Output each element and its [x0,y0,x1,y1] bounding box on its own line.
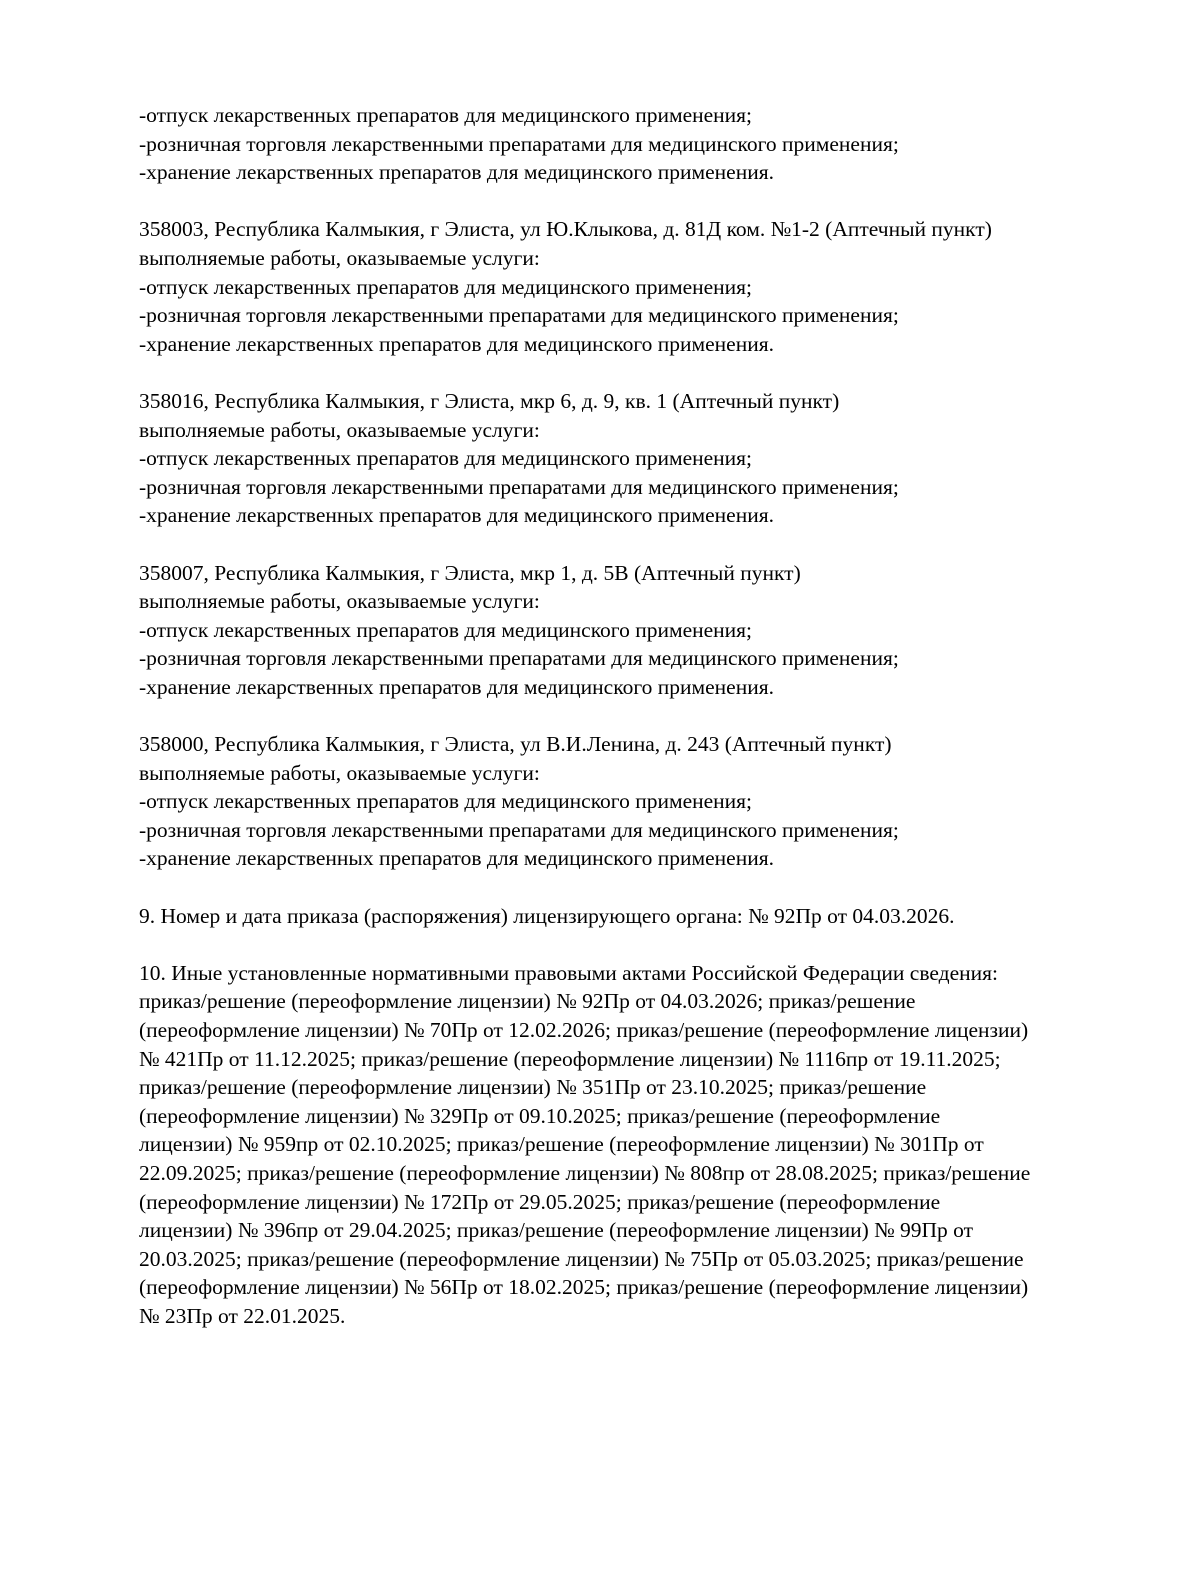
address-line: 358016, Республика Калмыкия, г Элиста, мкр 6, д. 9, кв. 1 (Аптечный пункт) [139,388,840,413]
section-10-line: приказ/решение (переоформление лицензии) № 351Пр от 23.10.2025; приказ/решение [139,1075,927,1100]
section-10-line: лицензии) № 396пр от 29.04.2025; приказ/решение (переоформление лицензии) № 99Пр от [139,1218,974,1243]
works-label: выполняемые работы, оказываемые услуги: [139,760,540,785]
service-line: -хранение лекарственных препаратов для медицинского применения. [139,503,774,528]
address-line: 358003, Республика Калмыкия, г Элиста, ул Ю.Клыкова, д. 81Д ком. №1-2 (Аптечный пункт) [139,217,992,242]
order-number-line: 9. Номер и дата приказа (распоряжения) лицензирующего органа: № 92Пр от 04.03.2026. [139,903,955,928]
section-10-line: 20.03.2025; приказ/решение (переоформление лицензии) № 75Пр от 05.03.2025; приказ/решение [139,1246,1024,1271]
service-line: -отпуск лекарственных препаратов для медицинского применения; [139,274,753,299]
service-line: -хранение лекарственных препаратов для медицинского применения. [139,674,774,699]
section-10-line: 22.09.2025; приказ/решение (переоформление лицензии) № 808пр от 28.08.2025; приказ/решение [139,1160,1031,1185]
address-block [139,559,1129,702]
service-line: -хранение лекарственных препаратов для медицинского применения. [139,846,774,871]
section-10-line: № 23Пр от 22.01.2025. [139,1303,346,1328]
service-line: -розничная торговля лекарственными препаратами для медицинского применения; [139,817,899,842]
service-line: -розничная торговля лекарственными препаратами для медицинского применения; [139,131,899,156]
document-body [139,101,1129,1359]
address-block [139,730,1129,873]
section-10-line: приказ/решение (переоформление лицензии) № 92Пр от 04.03.2026; приказ/решение [139,989,916,1014]
works-label: выполняемые работы, оказываемые услуги: [139,417,540,442]
service-line: -хранение лекарственных препаратов для медицинского применения. [139,331,774,356]
address-line: 358000, Республика Калмыкия, г Элиста, ул В.И.Ленина, д. 243 (Аптечный пункт) [139,732,892,757]
address-block [139,215,1129,358]
service-line: -розничная торговля лекарственными препаратами для медицинского применения; [139,646,899,671]
section-10-line: № 421Пр от 11.12.2025; приказ/решение (переоформление лицензии) № 1116пр от 19.11.2025; [139,1046,1001,1071]
section-10-line: 10. Иные установленные нормативными правовыми актами Российской Федерации сведения: [139,960,998,985]
service-line: -хранение лекарственных препаратов для медицинского применения. [139,160,774,185]
service-line: -отпуск лекарственных препаратов для медицинского применения; [139,446,753,471]
section-10 [139,959,1129,1331]
service-line: -розничная торговля лекарственными препаратами для медицинского применения; [139,474,899,499]
address-line: 358007, Республика Калмыкия, г Элиста, мкр 1, д. 5В (Аптечный пункт) [139,560,801,585]
section-10-line: лицензии) № 959пр от 02.10.2025; приказ/решение (переоформление лицензии) № 301Пр от [139,1132,984,1157]
service-line: -розничная торговля лекарственными препаратами для медицинского применения; [139,303,899,328]
works-label: выполняемые работы, оказываемые услуги: [139,589,540,614]
section-10-line: (переоформление лицензии) № 172Пр от 29.05.2025; приказ/решение (переоформление [139,1189,941,1214]
section-10-line: (переоформление лицензии) № 56Пр от 18.02.2025; приказ/решение (переоформление лицензии) [139,1275,1029,1300]
intro-services-block [139,101,1129,187]
service-line: -отпуск лекарственных препаратов для медицинского применения; [139,617,753,642]
section-10-line: (переоформление лицензии) № 329Пр от 09.10.2025; приказ/решение (переоформление [139,1103,941,1128]
address-block [139,387,1129,530]
section-10-line: (переоформление лицензии) № 70Пр от 12.02.2026; приказ/решение (переоформление лицензии) [139,1018,1029,1042]
section-9 [139,902,1129,931]
works-label: выполняемые работы, оказываемые услуги: [139,245,540,270]
service-line: -отпуск лекарственных препаратов для медицинского применения; [139,103,753,127]
service-line: -отпуск лекарственных препаратов для медицинского применения; [139,789,753,814]
